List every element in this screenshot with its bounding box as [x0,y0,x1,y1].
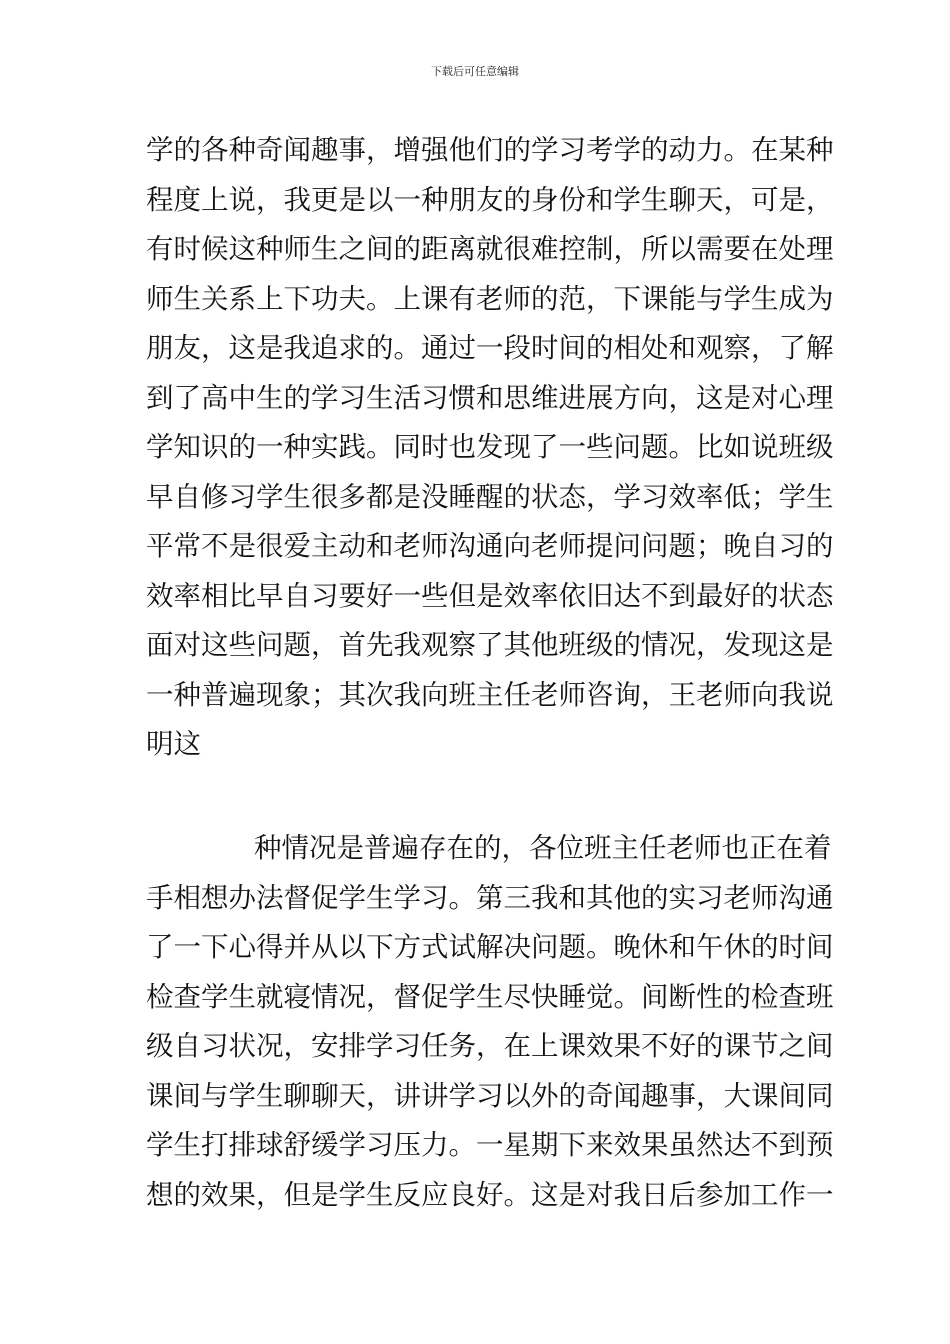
text-line: 有时候这种师生之间的距离就很难控制，所以需要在处理 [146,233,834,265]
text-line: 手相想办法督促学生学习。第三我和其他的实习老师沟通 [146,881,834,914]
text-line: 学生打排球舒缓学习压力。一星期下来效果虽然达不到预 [146,1129,834,1161]
text-line: 师生关系上下功夫。上课有老师的范，下课能与学生成为 [146,282,834,315]
text-line: 明这 [146,728,201,760]
text-line: 想的效果，但是学生反应良好。这是对我日后参加工作一 [146,1178,834,1211]
text-line: 学知识的一种实践。同时也发现了一些问题。比如说班级 [146,431,834,463]
text-line: 平常不是很爱主动和老师沟通向老师提问问题；晚自习的 [146,530,834,562]
text-line: 朋友，这是我追求的。通过一段时间的相处和观察，了解 [146,332,834,364]
text-line: 课间与学生聊聊天，讲讲学习以外的奇闻趣事，大课间同 [146,1079,834,1112]
text-line: 面对这些问题，首先我观察了其他班级的情况，发现这是 [146,629,834,661]
paragraph-1 [146,126,834,770]
paragraph-2 [146,824,834,1220]
text-line: 学的各种奇闻趣事，增强他们的学习考学的动力。在某种 [146,134,834,166]
text-line: 早自修习学生很多都是没睡醒的状态，学习效率低；学生 [146,480,834,513]
text-line: 检查学生就寝情况，督促学生尽快睡觉。间断性的检查班 [146,980,834,1013]
text-line: 级自习状况，安排学习任务，在上课效果不好的课节之间 [146,1030,834,1062]
text-line: 效率相比早自习要好一些但是效率依旧达不到最好的状态 [146,579,834,612]
text-line: 一种普遍现象；其次我向班主任老师咨询，王老师向我说 [146,678,834,711]
text-line: 种情况是普遍存在的，各位班主任老师也正在着 [254,832,832,864]
text-line: 程度上说，我更是以一种朋友的身份和学生聊天，可是， [146,183,834,216]
page-header: 下载后可任意编辑 [431,65,519,78]
text-line: 到了高中生的学习生活习惯和思维进展方向，这是对心理 [146,381,834,414]
text-line: 了一下心得并从以下方式试解决问题。晚休和午休的时间 [146,931,834,963]
